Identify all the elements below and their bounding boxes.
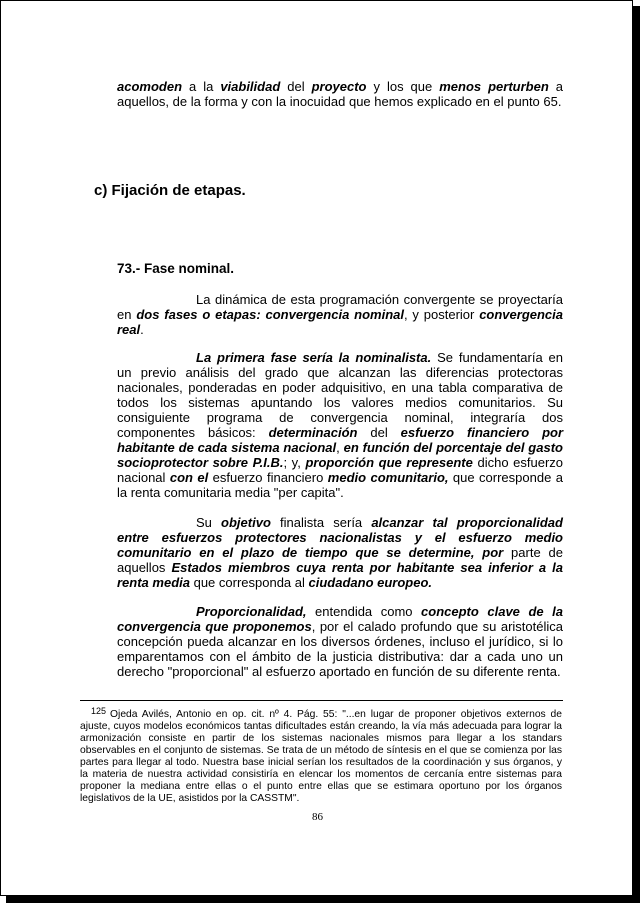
text-run: dos fases o etapas: convergencia nominal — [136, 307, 404, 322]
text-run: , — [336, 440, 344, 455]
text-run: del — [280, 79, 312, 94]
paragraph-phases — [117, 292, 563, 337]
footnote — [80, 705, 562, 805]
text-run: alcanzar tal proporcionalidad entre esfuerzos protectores nacionalistas y el esfuerzo medio comunitario en el plazo de tiempo que se determine, por — [117, 515, 563, 560]
text-run: viabilidad — [220, 79, 281, 94]
text-run: Estados miembros cuya renta por habitante sea inferior a la renta media — [117, 560, 563, 590]
paragraph-objective — [117, 515, 563, 590]
text-run: a la — [182, 79, 221, 94]
text-run: . — [140, 322, 144, 337]
text-run: proporción que represente — [305, 455, 473, 470]
text-run: parte de aquellos — [117, 545, 563, 575]
text-run: menos perturben — [439, 79, 549, 94]
text-run: Su — [196, 515, 222, 530]
text-run: que corresponda al — [189, 575, 309, 590]
page-shadow-right — [633, 6, 640, 903]
text-run: a aquellos, de la forma y con la inocuidad que hemos explicado en el punto 65. — [117, 79, 564, 109]
footnote-text: Ojeda Avilés, Antonio en op. cit. nº 4. Pág. 55: "...en lugar de proponer objetivos externos de ajuste, cuyos modelos económicos tantas dificultades están creando, la vía más adecuada para lograr la armonización consiste en partir de los sistemas nacionales mismos para llegar a los standars observables en el conjunto de sistemas. Se trata de un método de síntesis en el que se comienza por las partes para llegar al todo. Nuestra base inicial serían los resultados de la coordinación y sus órganos, y la materia de nuestra actividad consistiría en elencar los momentos de cercanía entre sistemas para proponer la mediana entre ellas o el punto entre ellas que se estimara oportuno por los órganos legislativos de la UE, asistidos por la CASSTM". — [80, 709, 562, 804]
text-run: dicho esfuerzo nacional — [117, 455, 564, 485]
paragraph-first-phase — [117, 350, 563, 500]
text-run: , por el calado profundo que su aristotélica concepción pueda alcanzar en los diversos órdenes, incluso el jurídico, si lo emparentamos con el ámbito de la justicia distributiva: dar a cada uno un derecho "proporcional" al esfuerzo aportado en función de su diferente renta. — [117, 619, 563, 679]
text-run: La dinámica de esta programación convergente se proyectaría en — [117, 292, 563, 322]
text-run: acomoden — [117, 79, 183, 94]
page-number: 86 — [312, 811, 323, 823]
footnote-number: 125 — [91, 706, 107, 716]
text-run: proyecto — [311, 79, 367, 94]
text-run: objetivo — [221, 515, 271, 530]
text-run: Proporcionalidad, — [196, 604, 307, 619]
text-run: con el — [169, 470, 209, 485]
subsection-heading: 73.- Fase nominal. — [117, 261, 235, 276]
page-shadow-bottom — [6, 896, 640, 903]
text-run: Se fundamentaría en un previo análisis del grado que alcanzan las diferencias protectoras nacionales, ponderadas en poder adquisitivo, en una tabla comparativa de todos los sistemas apuntando los valores medios comunitarios. Su consiguiente programa de convergencia nominal, integraría dos componentes básicos: — [117, 350, 564, 440]
paragraph-proportionality — [117, 604, 563, 679]
text-run: La primera fase sería la nominalista. — [196, 350, 432, 365]
text-run: esfuerzo financiero por habitante de cada sistema nacional — [117, 425, 564, 455]
text-run: finalista sería — [270, 515, 372, 530]
text-run: del — [357, 425, 401, 440]
text-run: que corresponde a la renta comunitaria media "per capita". — [117, 470, 563, 500]
text-run: ciudadano europeo. — [308, 575, 433, 590]
section-heading: c) Fijación de etapas. — [94, 182, 246, 199]
text-run: ; y, — [283, 455, 306, 470]
text-run: , y posterior — [403, 307, 480, 322]
text-run: entendida como — [306, 604, 422, 619]
text-run: esfuerzo financiero — [208, 470, 328, 485]
text-run: medio comunitario, — [327, 470, 449, 485]
text-run: y los que — [366, 79, 440, 94]
paragraph-continuation — [117, 79, 563, 109]
text-run: en función del porcentaje del gasto socioprotector sobre P.I.B. — [117, 440, 563, 470]
text-run: determinación — [268, 425, 358, 440]
footnote-separator — [80, 700, 563, 701]
text-run: convergencia real — [117, 307, 564, 337]
text-run: concepto clave de la convergencia que proponemos — [117, 604, 563, 634]
